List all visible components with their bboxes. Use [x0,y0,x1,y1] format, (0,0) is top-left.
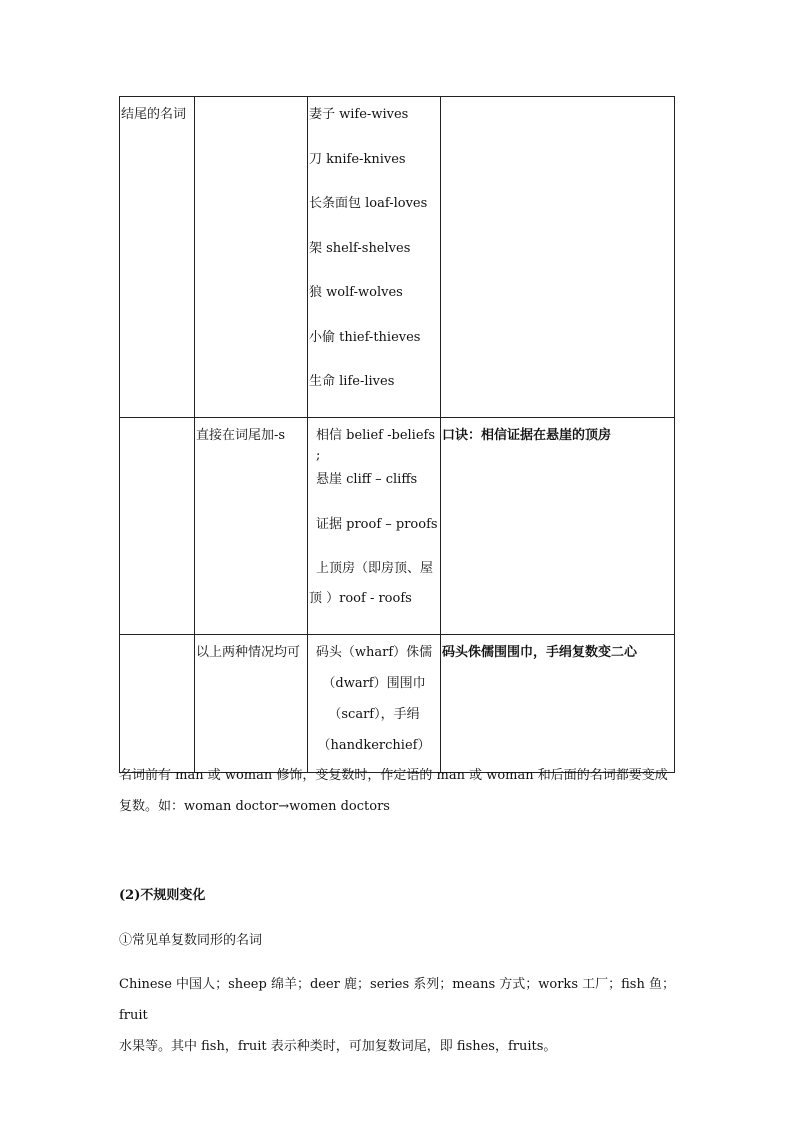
examples-cell [308,97,441,418]
examples-cell [308,634,441,772]
mnemonic-cell [441,634,675,772]
category-cell [120,417,195,634]
rule-cell [195,97,308,418]
rule-cell [195,417,308,634]
note-line: 复数。如：woman doctor→women doctors [119,799,390,814]
rule-label: 以上两种情况均可 [196,644,301,660]
mnemonic-text: 码头侏儒围围巾，手绢复数变二心 [442,644,638,660]
example-item: 妻子 wife-wives [309,107,409,122]
example-item: 证据 proof – proofs [316,516,438,532]
example-item: 生命 life-lives [309,374,395,389]
plural-rules-table [119,96,675,773]
example-item: 狼 wolf-wolves [309,285,403,300]
subsection-heading: ①常见单复数同形的名词 [119,933,263,948]
example-item: 码头（wharf）侏儒 [315,644,433,660]
body-paragraph [119,969,675,1062]
rule-cell [195,634,308,772]
category-label: 结尾的名词 [121,107,187,122]
example-item: 刀 knife-knives [309,151,406,167]
mnemonic-cell [441,97,675,418]
example-item: 相信 belief -beliefs ; [316,427,435,463]
example-item: 长条面包 loaf-loves [309,196,428,211]
table-row [120,634,675,772]
example-item: （handkerchief） [317,737,431,753]
category-cell [120,634,195,772]
section-heading: (2)不规则变化 [119,888,206,903]
example-item: （scarf），手绢 [328,706,420,722]
body-line: Chinese 中国人；sheep 绵羊；deer 鹿；series 系列；means 方式；works 工厂；fish 鱼；fruit [119,977,675,1023]
examples-cell [308,417,441,634]
note-paragraph [119,760,675,822]
table-row [120,417,675,634]
category-cell [120,97,195,418]
example-item: 悬崖 cliff – cliffs [316,472,418,487]
note-line: 名词前有 man 或 woman 修饰，变复数时，作定语的 man 或 woman 和后面的名词都要变成 [119,768,668,783]
body-line: 水果等。其中 fish，fruit 表示种类时，可加复数词尾，即 fishes，fruits。 [119,1039,557,1054]
mnemonic-text: 口诀：相信证据在悬崖的顶房 [442,427,612,443]
example-item: 上顶房（即房顶、屋 [316,561,434,576]
example-item: 顶 ）roof - roofs [309,591,412,606]
example-item: （dwarf）围围巾 [322,675,426,691]
table-row [120,97,675,418]
example-item: 架 shelf-shelves [309,240,411,256]
mnemonic-cell [441,417,675,634]
rule-label: 直接在词尾加-s [196,427,286,443]
example-item: 小偷 thief-thieves [309,329,421,345]
